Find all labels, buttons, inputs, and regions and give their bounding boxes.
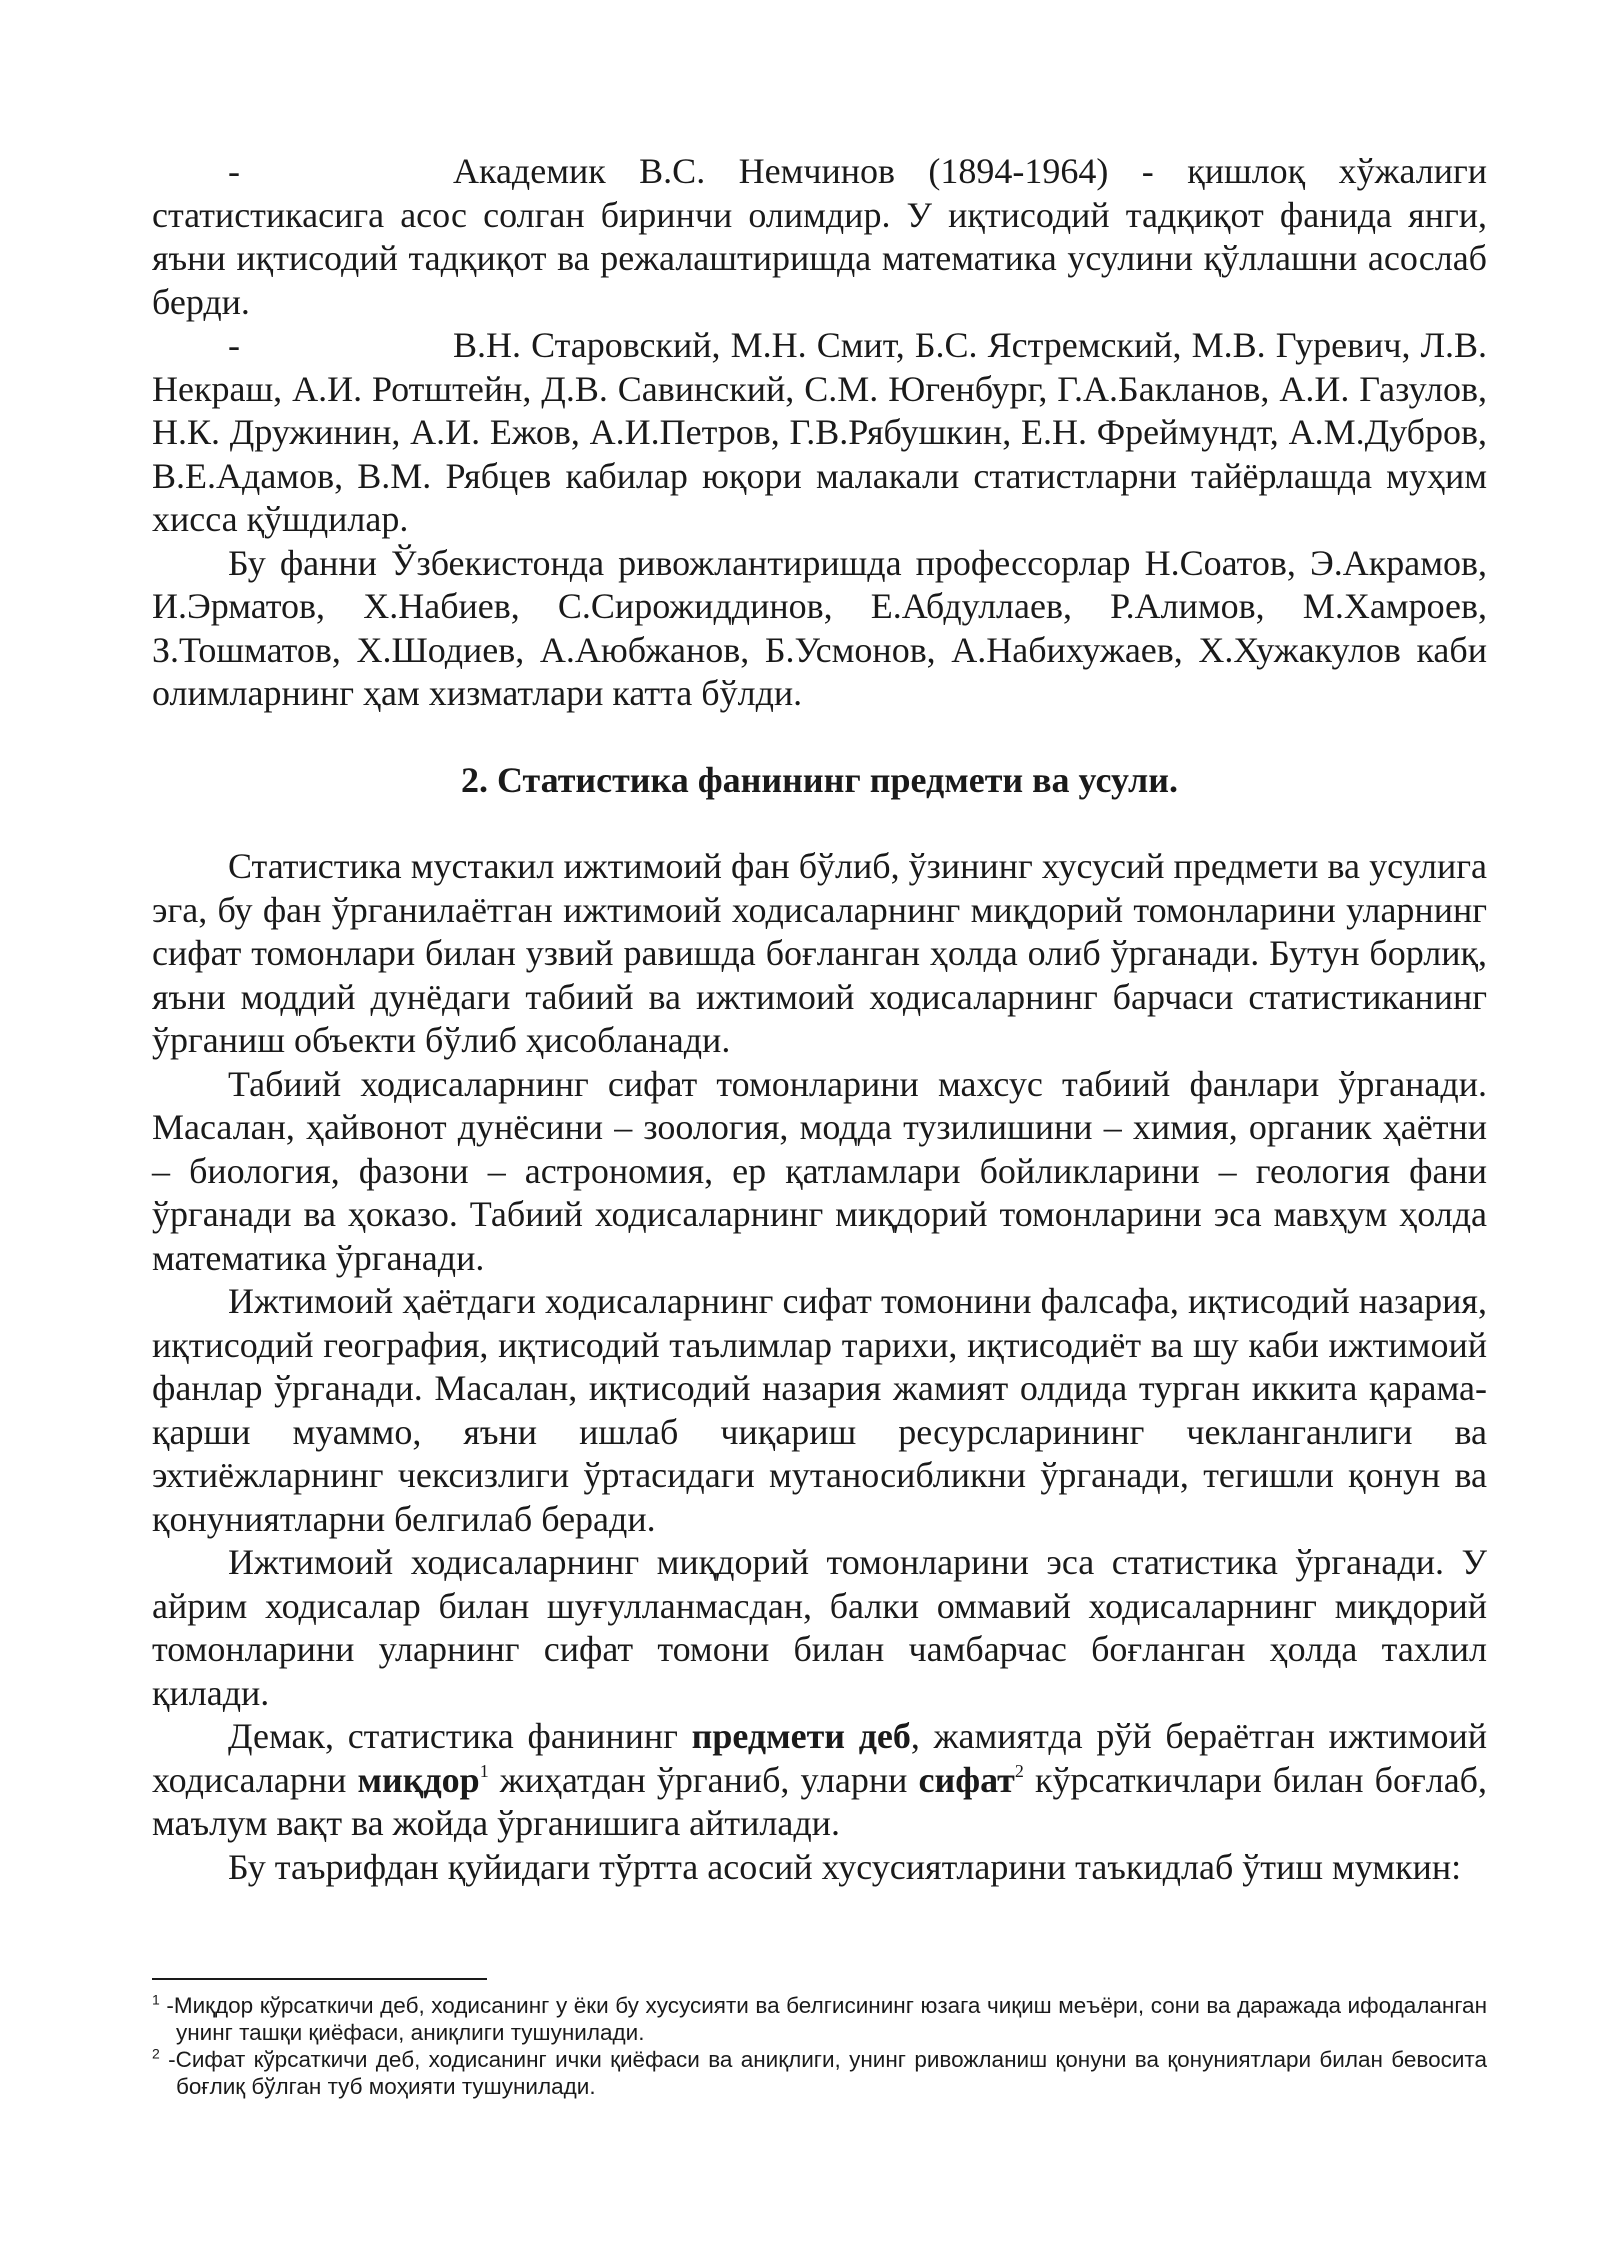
footnote-text: -Миқдор кўрсаткичи деб, ходисанинг у ёки бу хусусияти ва белгисининг юзага чиқиш меъёри, сони ва даражада ифодаланган унинг ташқи қиёфаси, аниқлиги тушунилади. [159,1993,1487,2045]
definition-text: кўрсаткичлари билан боғлаб, маълум вақт ва жойда ўрганишига айтилади. [152,1759,1487,1843]
section-heading: 2. Статистика фанининг предмети ва усули. [461,759,1178,800]
footnote-mark: 2 [152,2045,160,2062]
main-text [152,150,1487,1889]
footnote-1 [152,1992,1487,2046]
list-dash: - [228,325,240,365]
paragraph-text: В.Н. Старовский, М.Н. Смит, Б.С. Ястремский, М.В. Гуревич, Л.В. Некраш, А.И. Ротштейн, Д.В. Савинский, С.М. Югенбург, Г.А.Бакланов, А.И. Газулов, Н.К. Дружинин, А.И. Ежов, А.И.Петров, Г.В.Рябушкин, Е.Н. Фреймундт, А.М.Дубров, В.Е.Адамов, В.М. Рябцев кабилар юқори малакали статистларни тайёрлашда муҳим хисса қўшдилар. [152,325,1487,539]
definition-text: Демак, статистика фанининг [228,1716,692,1756]
footnote-ref-2[interactable]: 2 [1014,1760,1024,1781]
definition-term-quality: сифат [918,1759,1015,1800]
paragraph-uzbekistan: Бу фанни Ўзбекистонда ривожлантиришда профессорлар Н.Соатов, Э.Акрамов, И.Эрматов, Х.Набиев, С.Сирожиддинов, Е.Абдуллаев, Р.Алимов, М.Хамроев, З.Тошматов, Х.Шодиев, А.Аюбжанов, Б.Усмонов, А.Набихужаев, Х.Хужакулов каби олимларнинг ҳам хизматлари катта бўлди. [152,542,1487,713]
paragraph-statistics-subject: Статистика мустакил ижтимоий фан бўлиб, ўзининг хусусий предмети ва усулига эга, бу фан ўрганилаётган ижтимоий ходисаларнинг миқдорий томонларини уларнинг сифат томонлари билан узвий равишда боғланган ҳолда олиб ўрганади. Бутун борлиқ, яъни моддий дунёдаги табиий ва ижтимоий ходисаларнинг барчаси статистиканинг ўрганиш объекти бўлиб ҳисобланади. [152,846,1487,1060]
paragraph-nemchinov [152,150,1487,324]
paragraph-text: Академик В.С. Немчинов (1894-1964) - қишлоқ хўжалиги статистикасига асос солган биринчи олимдир. У иқтисодий тадқиқот фанида янги, яъни иқтисодий тадқиқот ва режалаштиришда математика усулини қўллашни асослаб берди. [152,151,1487,322]
paragraph-definition [152,1715,1487,1846]
footnote-ref-1[interactable]: 1 [479,1760,489,1781]
paragraph-scientists-list [152,324,1487,542]
paragraph-quantitative-aspects: Ижтимоий ходисаларнинг миқдорий томонларини эса статистика ўрганади. У айрим ходисалар билан шуғулланмасдан, балки оммавий ходисаларнинг миқдорий томонларини уларнинг сифат томони билан чамбарчас боғланган ҳолда тахлил қилади. [152,1542,1487,1713]
definition-text: жиҳатдан ўрганиб, уларни [488,1759,919,1800]
definition-term-quantity: миқдор [357,1759,480,1800]
footnote-text: -Сифат кўрсаткичи деб, ходисанинг ички қиёфаси ва аниқлиги, унинг ривожланиш қонуни ва қонуниятлари билан бевосита боғлиқ бўлган туб моҳияти тушунилади. [159,2047,1487,2099]
paragraph-four-features: Бу таърифдан қуйидаги тўртта асосий хусусиятларини таъкидлаб ўтиш мумкин: [228,1846,1462,1887]
footnote-2 [152,2046,1487,2100]
list-dash: - [228,151,240,191]
footnote-mark: 1 [152,1991,160,2008]
definition-term-subject: предмети деб [691,1716,911,1756]
footnotes [152,1978,1487,2100]
definition-text: , жамиятда рўй бераётган ижтимоий ходисаларни [152,1716,1488,1800]
footnote-separator [152,1978,487,1980]
paragraph-natural-phenomena: Табиий ходисаларнинг сифат томонларини махсус табиий фанлари ўрганади. Масалан, ҳайвонот дунёсини – зоология, модда тузилишини – химия, органик ҳаётни – биология, фазони – астрономия, ер қатламлари бойликларини – геология фани ўрганади ва ҳоказо. Табиий ходисаларнинг миқдорий томонларини эса мавҳум ҳолда математика ўрганади. [152,1063,1487,1278]
paragraph-social-life: Ижтимоий ҳаётдаги ходисаларнинг сифат томонини фалсафа, иқтисодий назария, иқтисодий география, иқтисодий таълимлар тарихи, иқтисодиёт ва шу каби ижтимоий фанлар ўрганади. Масалан, иқтисодий назария жамият олдида турган иккита қарама-қарши муаммо, яъни ишлаб чиқариш ресурсларининг чекланганлиги ва эхтиёжларнинг чексизлиги ўртасидаги мутаносибликни ўрганади, тегишли қонун ва қонуниятларни белгилаб беради. [152,1281,1487,1539]
